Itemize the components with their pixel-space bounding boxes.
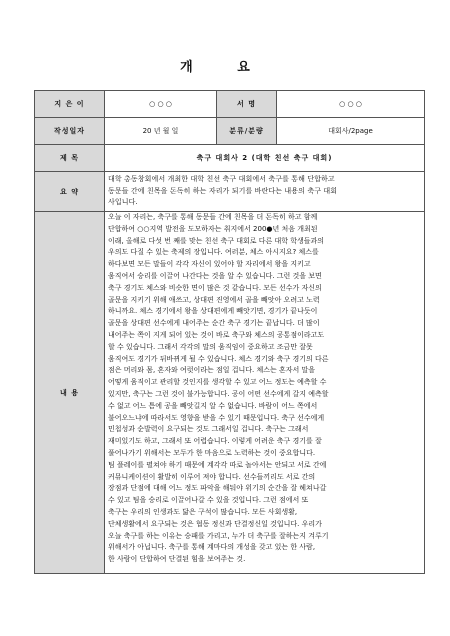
content-line: 우의도 다질 수 있는 축제의 장입니다. 여러분, 체스 아시지요? 체스를 [108, 248, 319, 257]
content-line: 있지만, 축구는 그런 것이 불가능합니다. 공이 어떤 선수에게 갈지 예측할 [108, 389, 329, 398]
content-line: 단합하여 ○○지역 발전을 도모하자는 취지에서 200●년 처음 개최된 [108, 224, 318, 233]
content-line: 풀어나가기 위해서는 모두가 한 마음으로 노력하는 것이 중요합니다. [108, 448, 316, 457]
summary-line: 대학 총동창회에서 개최한 대학 친선 축구 대회에서 축구를 통해 단합하고 [108, 174, 335, 183]
content-line: 움직여도 경기가 뒤바뀌게 될 수 있습니다. 체스 경기와 축구 경기의 다른 [108, 354, 329, 363]
content-label: 내 용 [35, 212, 105, 574]
author-value: ○ ○ ○ [105, 91, 217, 118]
content-line: 불어오느냐에 따라서도 영향을 받을 수 있기 때문입니다. 축구 선수에게 [108, 413, 325, 422]
content-line: 움직여서 승리를 이끌어 나간다는 것을 알 수 있습니다. 그런 것을 보면 [108, 271, 322, 280]
content-line: 한 사람이 단합하여 단결된 힘을 보여주는 것. [108, 555, 246, 564]
author-row [35, 91, 425, 118]
content-line: 점은 머리와 몸, 혼자와 여럿이라는 점일 겁니다. 체스는 혼자서 말을 [108, 366, 316, 375]
content-line: 수 없고 어느 틈에 공을 빼앗길지 알 수 없습니다. 바람이 어느 쪽에서 [108, 401, 318, 410]
content-line: 골문을 상대편 선수에게 내어주는 순간 축구 경기는 끝납니다. 더 많이 [108, 319, 320, 328]
author-label: 지 은 이 [35, 91, 105, 118]
content-line: 팀 플레이를 펼쳐야 하기 때문에 계각각 따로 놀아서는 안되고 서로 간에 [108, 460, 327, 469]
content-line: 이래, 올해로 다섯 번 째를 맞는 친선 축구 대회로 다른 대학 학생들과의 [108, 236, 325, 245]
summary-line: 사입니다. [108, 198, 138, 207]
content-line: 하다보면 모든 말들이 각각 자신이 있어야 할 자리에서 왕을 지키고 [108, 260, 311, 269]
content-line: 축구 경기도 체스와 비슷한 면이 많은 것 같습니다. 모든 선수가 자신의 [108, 283, 322, 292]
content-text [105, 212, 425, 574]
content-line: 재미있기도 하고, 그래서 또 어렵습니다. 이렇게 어려운 축구 경기를 잘 [108, 437, 322, 446]
content-line: 민첩성과 순발력이 요구되는 것도 그래서일 겁니다. 축구는 그래서 [108, 425, 309, 434]
content-line: 하니까요. 체스 경기에서 왕을 상대편에게 빼앗기면, 경기가 끝나듯이 [108, 307, 318, 316]
content-line: 위해서가 아닙니다. 축구를 통해 계마다의 개성을 갖고 있는 한 사람, [108, 543, 316, 552]
category-label: 분류/분량 [217, 118, 277, 145]
content-line: 장점과 단점에 대해 어느 정도 파악을 해둬야 위기의 순간을 잘 헤쳐나갈 [108, 484, 327, 493]
content-line: 골문을 지키기 위해 애쓰고, 상대편 진영에서 골을 빼앗아 오려고 노력 [108, 295, 320, 304]
content-row [35, 212, 425, 574]
summary-text [105, 172, 425, 212]
subject-value: 축구 대회사 2 (대학 친선 축구 대회) [105, 145, 425, 172]
content-line: 오늘 축구를 하는 이유는 승패를 가리고, 누가 더 축구를 잘하는지 겨루기 [108, 531, 329, 540]
subject-label: 제 목 [35, 145, 105, 172]
content-line: 어떻게 움직이고 관리할 것인지를 생각할 수 있고 어느 정도는 예측할 수 [108, 378, 327, 387]
content-line: 내어주는 쪽이 지게 되어 있는 것이 바로 축구와 체스의 공통점이라고도 [108, 330, 325, 339]
category-value: 대회사/2page [277, 118, 425, 145]
content-line: 오늘 이 자리는, 축구를 통해 동문들 간에 친목을 더 돈독히 하고 함께 [108, 213, 318, 221]
summary-label: 요 약 [35, 172, 105, 212]
date-label: 작성일자 [35, 118, 105, 145]
date-row [35, 118, 425, 145]
page-title: 개 요 [180, 60, 270, 75]
summary-row [35, 172, 425, 212]
content-line: 수 있고 팀을 승리로 이끌어나갈 수 있을 것입니다. 그런 점에서 또 [108, 496, 309, 505]
content-line: 할 수 있습니다. 그래서 각각의 말의 움직임이 중요하고 조금만 잘못 [108, 342, 313, 351]
book-name-value: ○ ○ ○ [277, 91, 425, 118]
content-line: 커뮤니케이션이 활발히 이루어 져야 합니다. 선수들끼리도 서로 간의 [108, 472, 316, 481]
date-value: 20 년 월 일 [105, 118, 217, 145]
content-line: 단체생활에서 요구되는 것은 협동 정신과 단결정신일 것입니다. 우리가 [108, 519, 322, 528]
overview-form-table [34, 90, 425, 574]
book-name-label: 서 명 [217, 91, 277, 118]
summary-line: 동문들 간에 친목을 돈독히 하는 자리가 되기를 바란다는 내용의 축구 대회 [108, 186, 338, 195]
subject-row [35, 145, 425, 172]
content-line: 축구는 우리의 인생과도 닮은 구석이 많습니다. 모든 사회생활, [108, 507, 298, 516]
